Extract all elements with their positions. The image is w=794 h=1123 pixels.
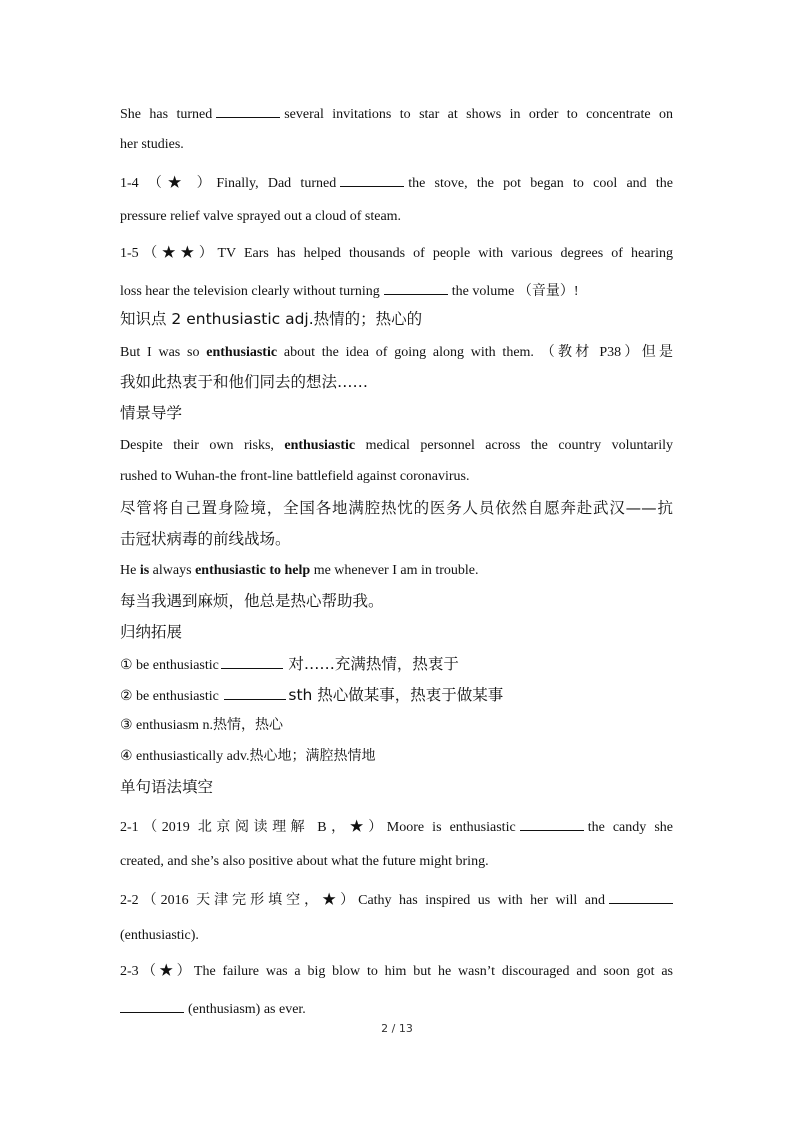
sentence-1-line-1: She has turned several invitations to star at shows in order to concentrate on [120,104,673,124]
textbook-example-line-2: 我如此热衷于和他们同去的想法…… [120,373,369,391]
answer-blank [520,817,584,831]
situation-sentence-1-line-1: Despite their own risks, enthusiastic medical personnel across the country voluntarily [120,438,673,453]
answer-blank [224,686,286,700]
situation-sentence-1-translation-line-2: 击冠状病毒的前线战场。 [120,530,291,548]
question-1-5-line-1: 1-5（★★）TV Ears has helped thousands of people with various degrees of hearing [120,246,673,261]
question-1-4-line-2: pressure relief valve sprayed out a cloud of steam. [120,209,402,224]
answer-blank [609,890,673,904]
answer-blank [221,655,283,669]
answer-blank [340,173,404,187]
answer-blank [384,281,448,295]
expansion-item-4: ④ enthusiastically adv.热心地；满腔热情地 [120,749,376,764]
textbook-example-line-1: But I was so enthusiastic about the idea of going along with them. （教材 P38）但是 [120,345,673,360]
answer-blank [216,104,280,118]
question-2-3-line-1: 2-3（★）The failure was a big blow to him but he wasn’t discouraged and soon got as [120,964,673,979]
situation-sentence-1-translation-line-1: 尽管将自己置身险境，全国各地满腔热忱的医务人员依然自愿奔赴武汉——抗 [120,499,673,517]
question-2-3-line-2: (enthusiasm) as ever. [120,999,673,1019]
situation-guide-heading: 情景导学 [120,404,183,422]
page-number: 2 / 13 [381,1022,413,1035]
question-2-1-line-1: 2-1（2019 北京阅读理解 B，★）Moore is enthusiastic the candy she [120,817,673,837]
summary-expansion-heading: 归纳拓展 [120,623,183,641]
question-2-1-line-2: created, and she’s also positive about what the future might bring. [120,854,489,869]
situation-sentence-2: He is always enthusiastic to help me whenever I am in trouble. [120,563,479,578]
question-1-5-line-2: loss hear the television clearly without turning the volume （音量）! [120,281,673,301]
expansion-item-2: ② be enthusiastic sth 热心做某事，热衷于做某事 [120,686,504,704]
grammar-fill-heading: 单句语法填空 [120,778,214,796]
question-2-2-line-1: 2-2（2016 天津完形填空，★）Cathy has inspired us with her will and [120,890,673,910]
situation-sentence-2-translation: 每当我遇到麻烦，他总是热心帮助我。 [120,592,384,610]
sentence-1-line-2: her studies. [120,137,184,152]
question-2-2-line-2: (enthusiastic). [120,928,199,943]
question-1-4-line-1: 1-4 （★ ）Finally, Dad turned the stove, the pot began to cool and the [120,173,673,193]
situation-sentence-1-line-2: rushed to Wuhan-the front-line battlefield against coronavirus. [120,469,470,484]
expansion-item-3: ③ enthusiasm n.热情，热心 [120,718,284,733]
knowledge-point-2-heading: 知识点 2 enthusiastic adj.热情的；热心的 [120,310,423,328]
answer-blank [120,999,184,1013]
expansion-item-1: ① be enthusiastic 对……充满热情，热衷于 [120,655,459,673]
